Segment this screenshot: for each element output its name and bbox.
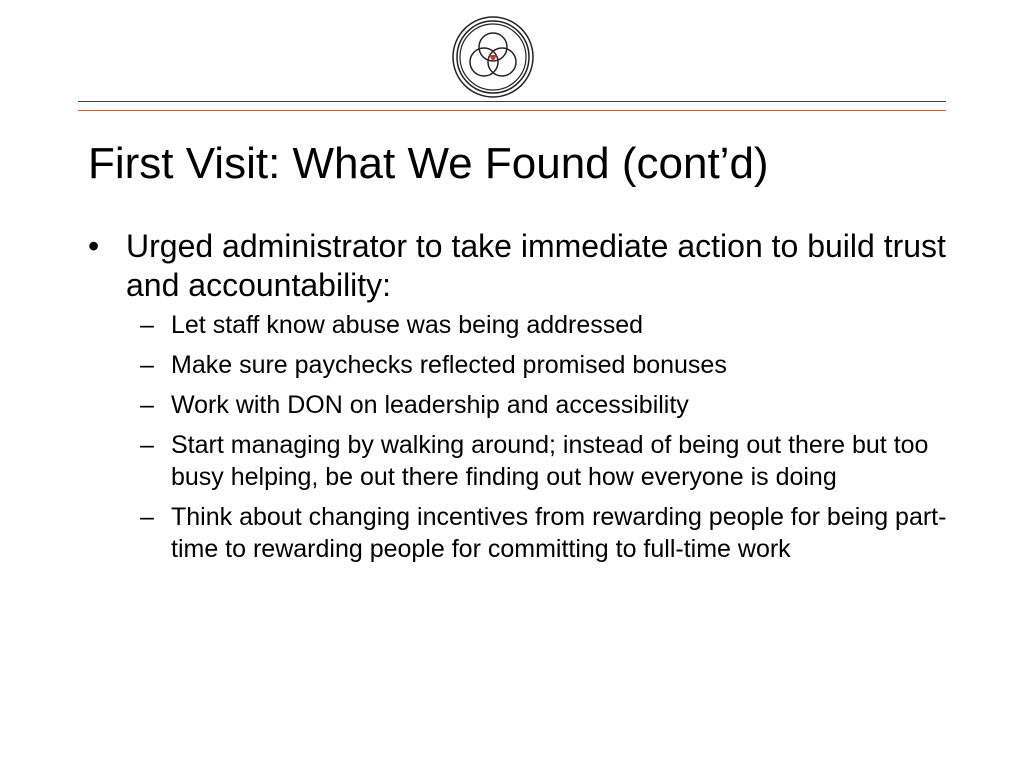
sub-bullet-marker: – [140, 311, 154, 339]
interlocking-circles-logo-icon [451, 15, 535, 99]
bullet-marker: • [88, 228, 100, 264]
sub-bullet-marker: – [140, 431, 154, 459]
sub-bullet-text: Make sure paychecks reflected promised bonuses [171, 351, 727, 379]
header-divider-dark [78, 101, 946, 102]
sub-bullet-item [88, 501, 948, 565]
slide-body [88, 227, 948, 573]
bullet-text: Urged administrator to take immediate action to build trust and accountability: [126, 228, 946, 303]
sub-bullet-text: Let staff know abuse was being addressed [171, 311, 644, 339]
sub-bullet-marker: – [140, 503, 154, 531]
sub-bullet-text: Think about changing incentives from rewarding people for being part-time to rewarding people for committing to full-time work [171, 503, 947, 563]
sub-bullet-item [88, 309, 948, 341]
sub-bullet-item [88, 349, 948, 381]
bullet-item [88, 227, 948, 305]
sub-bullet-text: Work with DON on leadership and accessibility [171, 391, 689, 419]
sub-bullet-list [88, 309, 948, 565]
sub-bullet-marker: – [140, 351, 154, 379]
slide-title: First Visit: What We Found (cont’d) [88, 139, 769, 188]
sub-bullet-item [88, 389, 948, 421]
sub-bullet-text: Start managing by walking around; instead of being out there but too busy helping, be out there finding out how everyone is doing [171, 431, 929, 491]
sub-bullet-marker: – [140, 391, 154, 419]
sub-bullet-item [88, 429, 948, 493]
header-divider-accent [78, 110, 946, 111]
